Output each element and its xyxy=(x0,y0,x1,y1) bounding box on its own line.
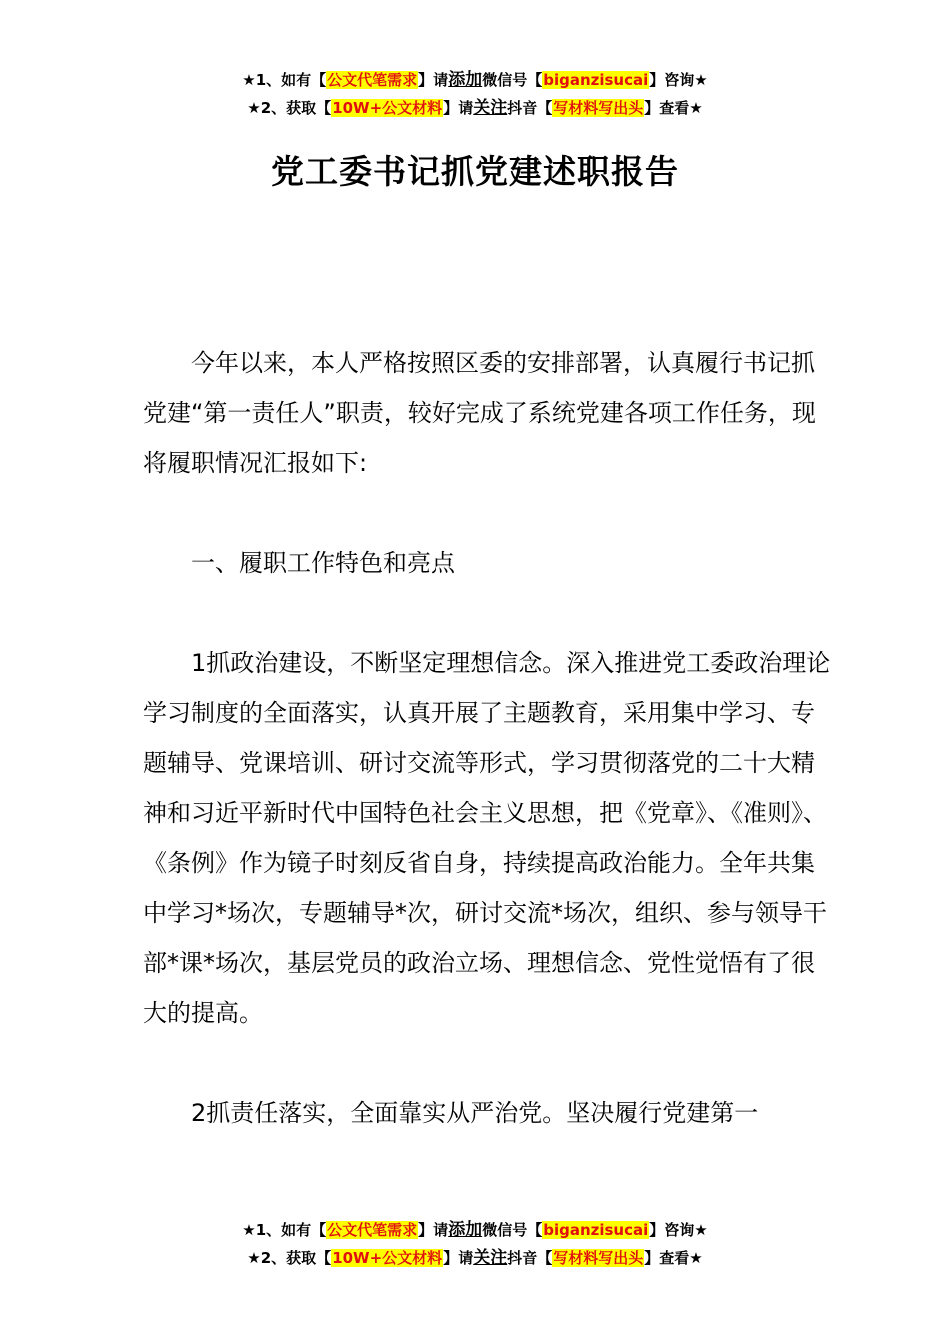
banner-text: 】查看★ xyxy=(644,1249,703,1267)
banner-text: 】请 xyxy=(443,1249,474,1267)
banner-highlight: 公文代笔需求 xyxy=(327,1221,418,1239)
banner-emphasis: 添加 xyxy=(448,70,483,90)
banner-highlight: 写材料写出头 xyxy=(553,99,644,117)
banner-line-2 xyxy=(0,1244,950,1272)
banner-text: 抖音【 xyxy=(507,1249,553,1267)
banner-highlight: 10W+公文材料 xyxy=(332,99,443,117)
banner-line-1 xyxy=(0,1216,950,1244)
banner-highlight: biganzisucai xyxy=(543,71,649,89)
bottom-banner xyxy=(0,1216,950,1272)
top-banner xyxy=(0,66,950,122)
banner-highlight: 10W+公文材料 xyxy=(332,1249,443,1267)
banner-line-1 xyxy=(0,66,950,94)
banner-text: ★1、如有【 xyxy=(242,71,327,89)
body-paragraph: 1抓政治建设，不断坚定理想信念。深入推进党工委政治理论学习制度的全面落实，认真开展了主题教育，采用集中学习、专题辅导、党课培训、研讨交流等形式，学习贯彻落党的二十大精神和习近平新时代中国特色社会主义思想，把《党章》、《准则》、《条例》作为镜子时刻反省自身，持续提高政治能力。全年共集中学习*场次，专题辅导*次，研讨交流*场次，组织、参与领导干部*课*场次，基层党员的政治立场、理想信念、党性觉悟有了很大的提高。 xyxy=(143,649,831,1027)
banner-text: 】咨询★ xyxy=(649,71,708,89)
banner-text: ★1、如有【 xyxy=(242,1221,327,1239)
banner-text: ★2、获取【 xyxy=(247,1249,332,1267)
intro-paragraph: 今年以来，本人严格按照区委的安排部署，认真履行书记抓党建“第一责任人”职责，较好完成了系统党建各项工作任务，现将履职情况汇报如下: xyxy=(143,349,816,477)
banner-text: 抖音【 xyxy=(507,99,553,117)
banner-text: 】请 xyxy=(443,99,474,117)
banner-text: 微信号【 xyxy=(482,1221,543,1239)
document-title: 党工委书记抓党建述职报告 xyxy=(271,152,679,191)
banner-line-2 xyxy=(0,94,950,122)
document-body xyxy=(143,338,833,1138)
body-paragraph: 2抓责任落实，全面靠实从严治党。坚决履行党建第一 xyxy=(191,1099,759,1127)
banner-highlight: 公文代笔需求 xyxy=(327,71,418,89)
section-heading: 一、履职工作特色和亮点 xyxy=(191,549,455,577)
banner-highlight: 写材料写出头 xyxy=(553,1249,644,1267)
banner-text: 】咨询★ xyxy=(649,1221,708,1239)
banner-text: 微信号【 xyxy=(482,71,543,89)
banner-text: 】查看★ xyxy=(644,99,703,117)
banner-text: 】请 xyxy=(418,71,449,89)
banner-emphasis: 添加 xyxy=(448,1220,483,1240)
banner-emphasis: 关注 xyxy=(473,1248,508,1268)
banner-text: ★2、获取【 xyxy=(247,99,332,117)
banner-text: 】请 xyxy=(418,1221,449,1239)
banner-emphasis: 关注 xyxy=(473,98,508,118)
banner-highlight: biganzisucai xyxy=(543,1221,649,1239)
